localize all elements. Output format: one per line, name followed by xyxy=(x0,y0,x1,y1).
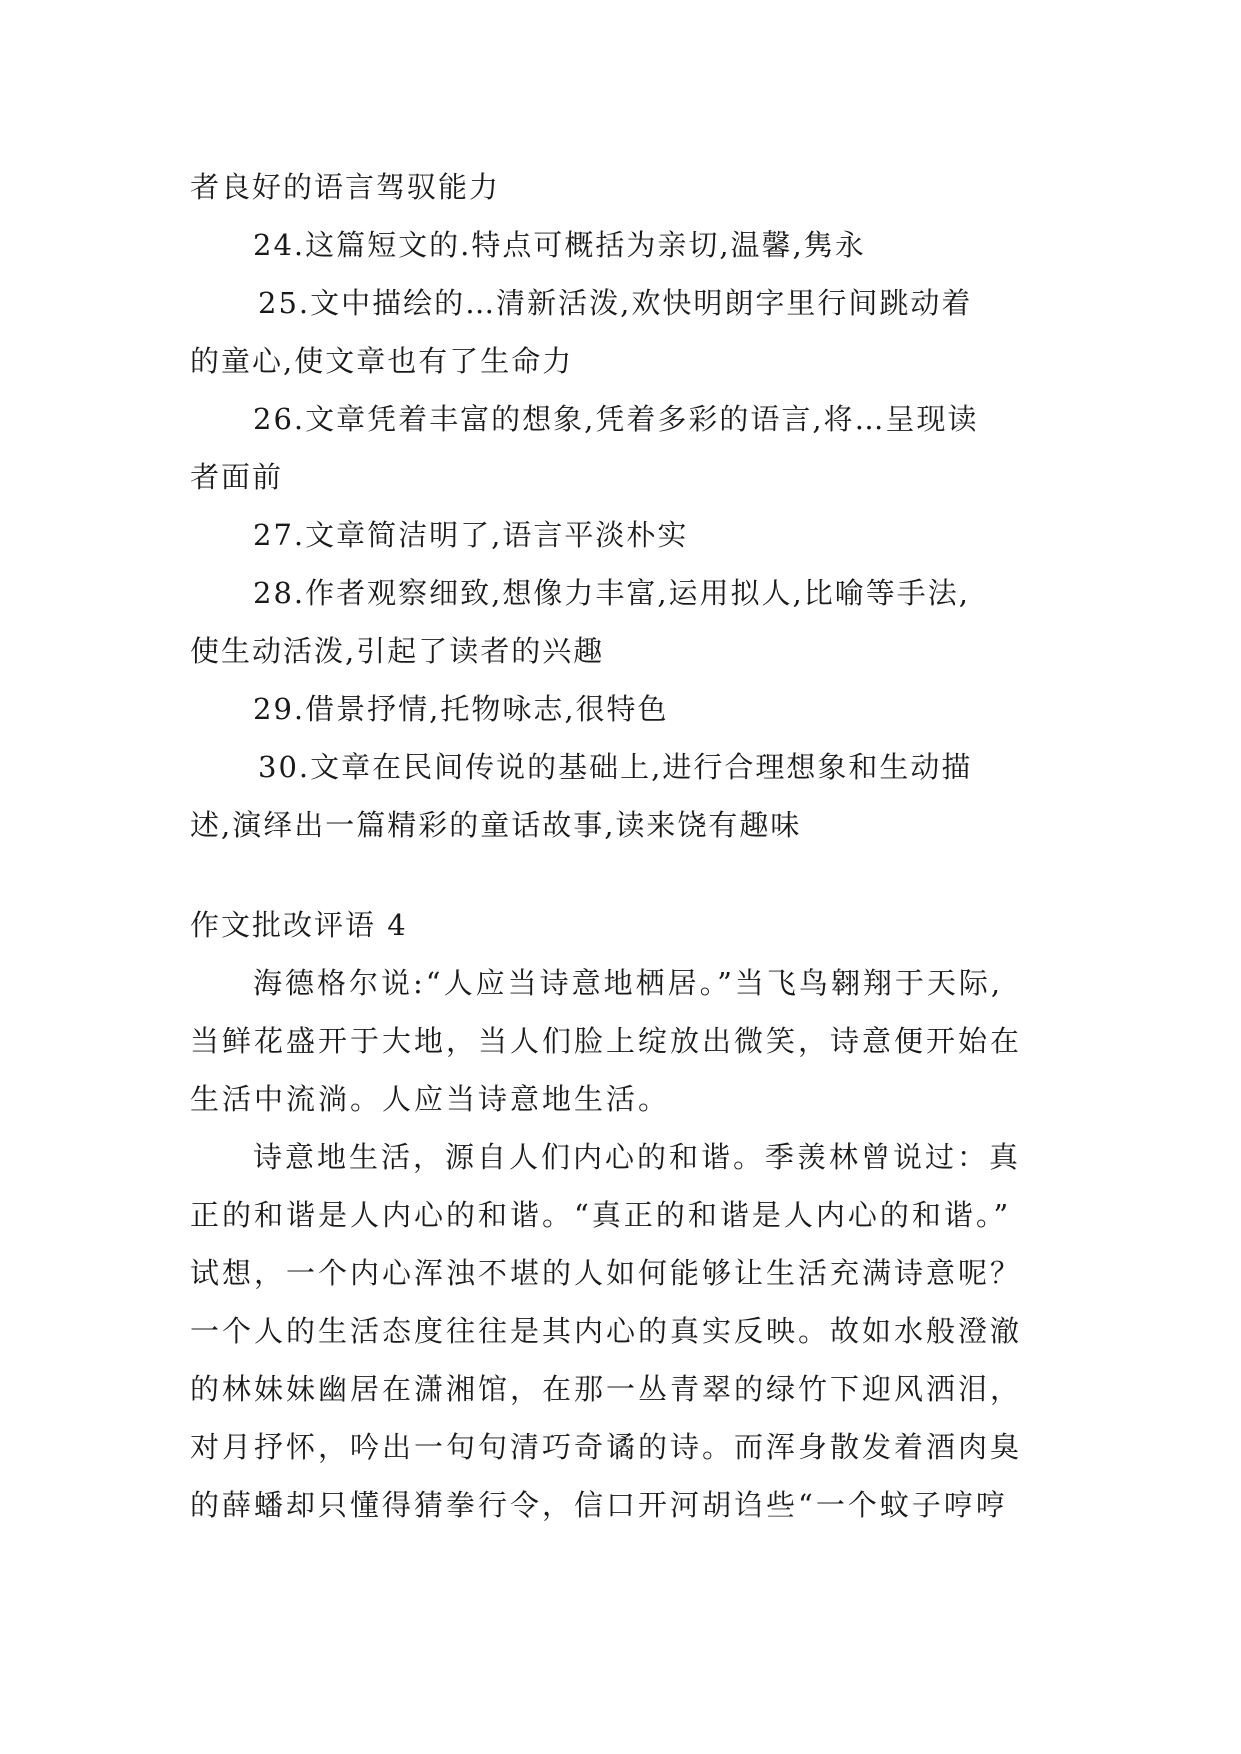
paragraph-line: 的薛蟠却只懂得猜拳行令，信口开河胡诌些“一个蚊子哼哼 xyxy=(190,1488,1008,1522)
comment-item-27: 27.文章简洁明了,语言平淡朴实 xyxy=(253,518,689,552)
paragraph-line: 海德格尔说:“人应当诗意地栖居。”当飞鸟翱翔于天际, xyxy=(253,966,1004,1000)
comment-item-30: 30.文章在民间传说的基础上,进行合理想象和生动描 xyxy=(258,750,973,784)
comment-item-28: 28.作者观察细致,想像力丰富,运用拟人,比喻等手法, xyxy=(253,576,970,610)
comment-item-26: 26.文章凭着丰富的想象,凭着多彩的语言,将…呈现读 xyxy=(253,402,979,436)
paragraph-line: 试想，一个内心浑浊不堪的人如何能够让生活充满诗意呢？ xyxy=(190,1256,1023,1290)
section-heading: 作文批改评语 4 xyxy=(190,908,408,942)
paragraph-line: 的童心,使文章也有了生命力 xyxy=(190,344,574,378)
comment-list-continued xyxy=(190,158,1050,854)
section-spacer xyxy=(190,854,1050,896)
paragraph-line: 生活中流淌。人应当诗意地生活。 xyxy=(190,1082,671,1116)
comment-item-25: 25.文中描绘的…清新活泼,欢快明朗字里行间跳动着 xyxy=(258,286,973,320)
paragraph-line: 正的和谐是人内心的和谐。“真正的和谐是人内心的和谐。” xyxy=(190,1198,1012,1232)
paragraph-line: 一个人的生活态度往往是其内心的真实反映。故如水般澄澈 xyxy=(190,1314,1023,1348)
comment-item-29: 29.借景抒情,托物咏志,很特色 xyxy=(253,692,669,726)
paragraph-line: 者良好的语言驾驭能力 xyxy=(190,170,501,204)
document-body xyxy=(190,158,1050,1534)
essay-comment-section xyxy=(190,954,1050,1534)
paragraph-line: 的林妹妹幽居在潇湘馆，在那一丛青翠的绿竹下迎风洒泪， xyxy=(190,1372,1023,1406)
paragraph-line: 诗意地生活，源自人们内心的和谐。季羡林曾说过：真 xyxy=(253,1140,1022,1174)
paragraph-line: 者面前 xyxy=(190,460,284,494)
paragraph-line: 对月抒怀，吟出一句句清巧奇谲的诗。而浑身散发着酒肉臭 xyxy=(190,1430,1023,1464)
comment-item-24: 24.这篇短文的.特点可概括为亲切,温馨,隽永 xyxy=(253,228,866,262)
paragraph-line: 当鲜花盛开于大地，当人们脸上绽放出微笑，诗意便开始在 xyxy=(190,1024,1023,1058)
paragraph-line: 使生动活泼,引起了读者的兴趣 xyxy=(190,634,605,668)
paragraph-line: 述,演绎出一篇精彩的童话故事,读来饶有趣味 xyxy=(190,808,802,842)
